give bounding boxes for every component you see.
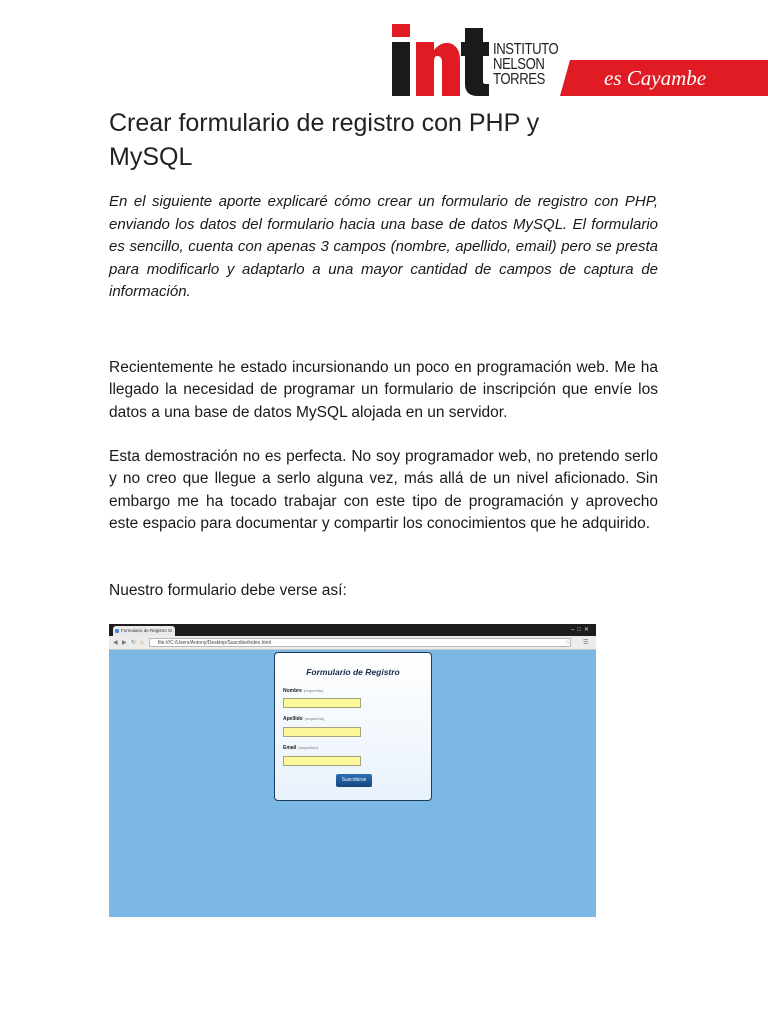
required-note: (requerido) xyxy=(304,716,325,721)
intro-paragraph: En el siguiente aporte explicaré cómo crear un formulario de registro con PHP, enviando los datos del formulario hacia una base de datos MySQL. El formulario es sencillo, cuenta con apenas 3 campos (nombre, apellido, email) pero se presta para modificarlo y adaptarlo a una mayor cantidad de campos de captura de información. xyxy=(109,193,658,300)
field-label-apellido xyxy=(283,716,324,722)
body-paragraph: Recientemente he estado incursionando un poco en programación web. Me ha llegado la necesidad de programar un formulario de inscripción que envíe los datos a una base de datos MySQL alojada en un servidor. xyxy=(109,359,658,421)
institute-name-line: TORRES xyxy=(493,71,545,88)
submit-button: Suscribirse xyxy=(336,774,372,787)
address-bar: file:///C:/Users/Antony/Desktop/Suscribe/index.html xyxy=(149,638,571,647)
required-note: (requerido) xyxy=(298,745,318,750)
institute-name-line: INSTITUTO xyxy=(493,41,559,58)
field-label-text: Email xyxy=(283,745,297,751)
field-label-text: Nombre xyxy=(283,688,302,694)
browser-tab-title: Formulario de Registro Si xyxy=(121,628,173,633)
browser-tab-bar xyxy=(109,624,596,636)
apellido-input xyxy=(283,727,361,737)
form-title: Formulario de Registro xyxy=(306,667,400,677)
required-note: (requerido) xyxy=(303,688,324,693)
body-paragraph: Nuestro formulario debe verse así: xyxy=(109,582,347,599)
field-label-email xyxy=(283,745,318,751)
wrench-icon: ☰ xyxy=(583,640,589,646)
star-icon: ☆ xyxy=(565,640,571,646)
browser-toolbar xyxy=(109,636,596,650)
email-input xyxy=(283,756,361,766)
field-label-text: Apellido xyxy=(283,716,303,722)
back-arrow-icon: ◀ xyxy=(113,640,118,646)
forward-arrow-icon: ▶ xyxy=(122,640,127,646)
form-screenshot xyxy=(109,624,596,917)
home-icon: ⌂ xyxy=(140,640,144,646)
nombre-input xyxy=(283,698,361,708)
browser-tab xyxy=(113,626,175,636)
document-title: Crear formulario de registro con PHP y MySQL xyxy=(109,109,540,171)
window-controls-icon: –□✕ xyxy=(571,627,592,633)
reload-icon: ↻ xyxy=(131,640,137,646)
institute-name xyxy=(493,42,558,87)
body-paragraph: Esta demostración no es perfecta. No soy programador web, no pretendo serlo y no creo que llegue a serlo alguna vez, más allá de un nivel aficionado. Sin embargo me ha tocado trabajar con este tipo de programación y aprovecho este espacio para documentar y compartir los conocimientos que he adquirido. xyxy=(109,448,658,532)
registration-form-card xyxy=(274,652,432,801)
page-icon xyxy=(115,629,119,633)
banner-slogan: es Cayambe xyxy=(604,66,707,90)
institute-name-line: NELSON xyxy=(493,56,545,73)
int-logo-mark xyxy=(390,20,490,100)
field-label-nombre xyxy=(283,688,323,694)
